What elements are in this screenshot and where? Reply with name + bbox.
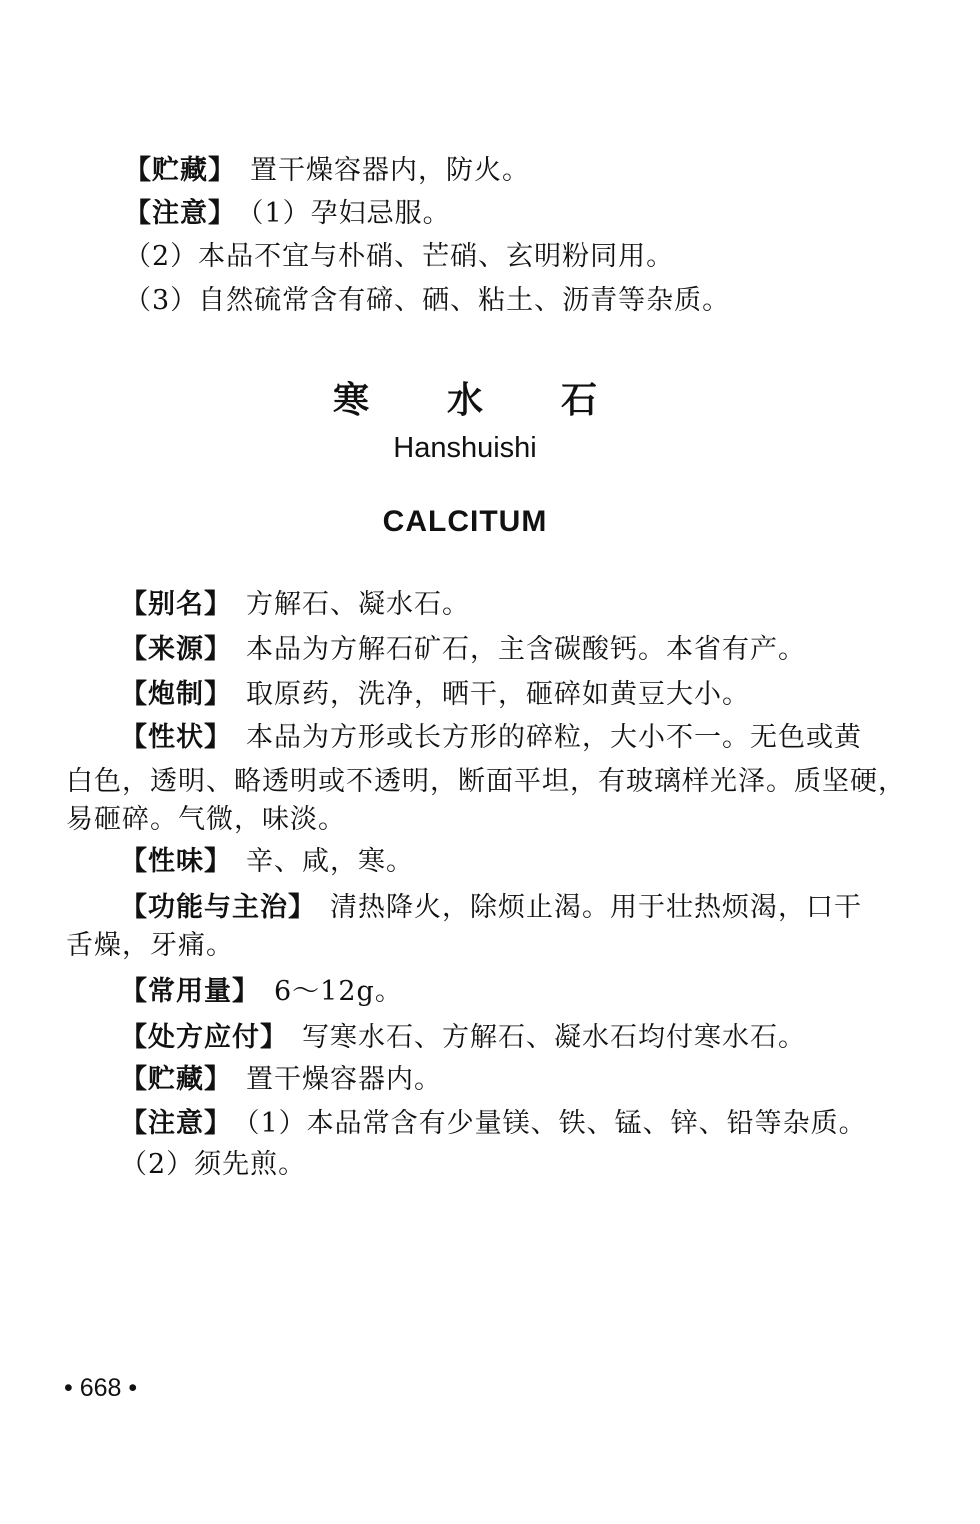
storage-label: 【贮藏】 [120,1064,232,1095]
function-line-1 [120,891,862,925]
storage-label-top: 【贮藏】 [124,155,236,186]
caution-item1-top: （1）孕妇忌服。 [250,198,451,229]
entry-title-pinyin: Hanshuishi [393,432,537,464]
caution-line-top [124,197,451,231]
dosage-line [120,975,403,1009]
properties-label: 【性状】 [120,722,232,753]
source-label: 【来源】 [120,634,232,665]
caution-item2-top: （2）本品不宜与朴硝、芒硝、玄明粉同用。 [124,241,675,272]
alias-text: 方解石、凝水石。 [246,589,470,620]
function-label: 【功能与主治】 [120,892,316,923]
caution-line [120,1107,867,1141]
source-line [120,633,806,667]
alias-label: 【别名】 [120,589,232,620]
dosage-label: 【常用量】 [120,976,260,1007]
prescription-label: 【处方应付】 [120,1022,288,1053]
storage-text: 置干燥容器内。 [246,1064,442,1095]
storage-line [120,1063,442,1097]
storage-text-top: 置干燥容器内，防火。 [250,155,530,186]
caution-label: 【注意】 [120,1108,232,1139]
caution-item1: （1）本品常含有少量镁、铁、锰、锌、铅等杂质。 [246,1108,867,1139]
source-text: 本品为方解石矿石，主含碳酸钙。本省有产。 [246,634,806,665]
caution-item3-top: （3）自然硫常含有碲、硒、粘土、沥青等杂质。 [124,285,731,316]
function-text-1: 清热降火，除烦止渴。用于壮热烦渴，口干 [330,892,862,923]
caution-label-top: 【注意】 [124,198,236,229]
nature-label: 【性味】 [120,846,232,877]
alias-line [120,588,470,622]
properties-line-1 [120,721,862,755]
properties-line-2: 白色，透明、略透明或不透明，断面平坦，有玻璃样光泽。质坚硬， [66,766,906,797]
processing-text: 取原药，洗净，晒干，砸碎如黄豆大小。 [246,679,750,710]
entry-title-latin: CALCITUM [382,505,548,538]
properties-text-1: 本品为方形或长方形的碎粒，大小不一。无色或黄 [246,722,862,753]
properties-line-3: 易砸碎。气微，味淡。 [66,804,346,835]
function-line-2: 舌燥，牙痛。 [66,930,234,961]
processing-line [120,678,750,712]
nature-line [120,845,414,879]
nature-text: 辛、咸，寒。 [246,846,414,877]
entry-title-chinese: 寒水石 [332,380,675,421]
processing-label: 【炮制】 [120,679,232,710]
storage-line-top [124,154,530,188]
prescription-text: 写寒水石、方解石、凝水石均付寒水石。 [302,1022,806,1053]
prescription-line [120,1021,806,1055]
page-number: • 668 • [64,1374,138,1402]
caution-item2: （2）须先煎。 [120,1149,307,1180]
dosage-text: 6～12g。 [274,976,403,1007]
